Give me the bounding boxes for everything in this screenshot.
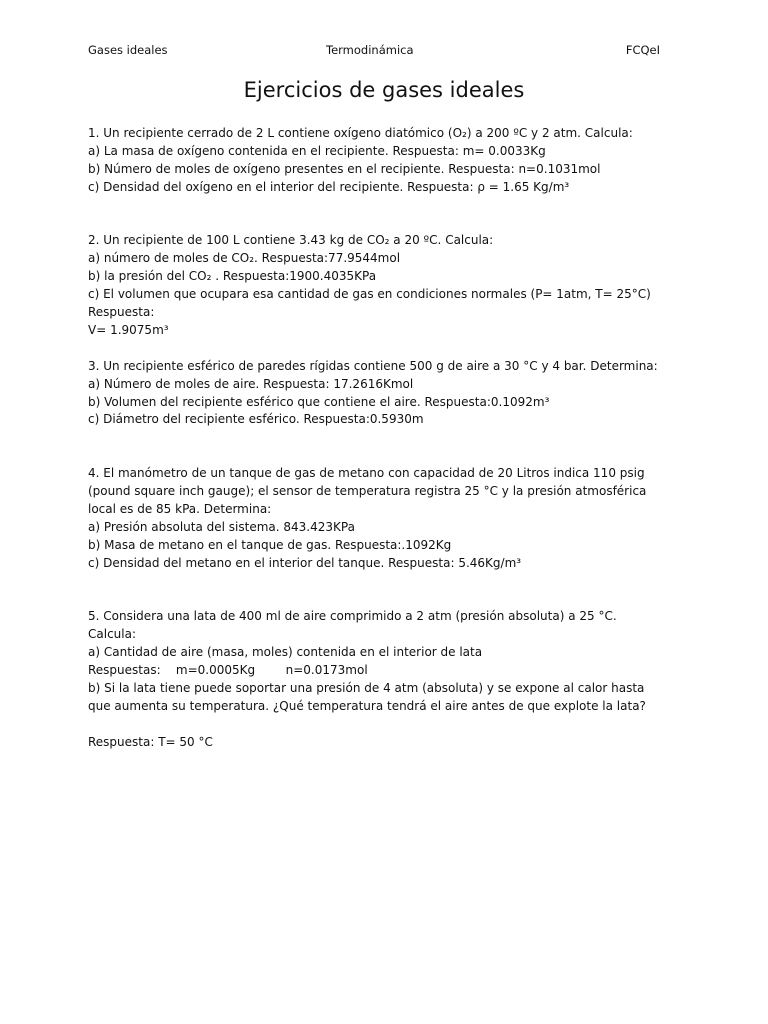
exercise-line: b) la presión del CO₂ . Respuesta:1900.4035KPa [88, 269, 377, 284]
exercise-line: 4. El manómetro de un tanque de gas de metano con capacidad de 20 Litros indica 110 psig [88, 466, 645, 481]
exercise-line: Calcula: [88, 627, 136, 642]
header-right-text: FCQeI [625, 43, 660, 57]
exercise-line: 1. Un recipiente cerrado de 2 L contiene oxígeno diatómico (O₂) a 200 ºC y 2 atm. Calcula: [88, 126, 633, 140]
spacer [88, 197, 688, 233]
exercise-line: a) Cantidad de aire (masa, moles) contenida en el interior de lata [88, 645, 483, 660]
exercise-list [88, 125, 688, 752]
exercise-line: b) Volumen del recipiente esférico que contiene el aire. Respuesta:0.1092m³ [88, 394, 550, 409]
header-left-text: Gases ideales [88, 43, 168, 57]
header-center-text: Termodinámica [326, 43, 414, 57]
exercise-3 [88, 358, 688, 430]
exercise-line: a) La masa de oxígeno contenida en el recipiente. Respuesta: m= 0.0033Kg [88, 143, 546, 158]
exercise-5 [88, 608, 688, 751]
exercise-line: 5. Considera una lata de 400 ml de aire comprimido a 2 atm (presión absoluta) a 25 °C. [88, 609, 617, 624]
exercise-line: 3. Un recipiente esférico de paredes rígidas contiene 500 g de aire a 30 °C y 4 bar. Determina: [88, 358, 658, 373]
exercise-4 [88, 465, 688, 572]
exercise-line: c) Densidad del oxígeno en el interior del recipiente. Respuesta: ρ = 1.65 Kg/m³ [88, 179, 570, 194]
exercise-line: c) Diámetro del recipiente esférico. Respuesta:0.5930m [88, 412, 424, 427]
blank-line [88, 716, 688, 734]
exercise-line: c) El volumen que ocupara esa cantidad de gas en condiciones normales (P= 1atm, T= 25°C) [88, 287, 651, 302]
exercise-line: a) número de moles de CO₂. Respuesta:77.9544mol [88, 251, 401, 266]
exercise-line: 2. Un recipiente de 100 L contiene 3.43 kg de CO₂ a 20 ºC. Calcula: [88, 233, 494, 248]
exercise-line: c) Densidad del metano en el interior del tanque. Respuesta: 5.46Kg/m³ [88, 555, 522, 570]
exercise-1 [88, 125, 688, 197]
exercise-line: a) Número de moles de aire. Respuesta: 17.2616Kmol [88, 376, 414, 391]
exercise-line: b) Si la lata tiene puede soportar una presión de 4 atm (absoluta) y se expone al calor hasta [88, 681, 645, 696]
exercise-line: Respuestas: m=0.0005Kg n=0.0173mol [88, 663, 368, 678]
exercise-line: local es de 85 kPa. Determina: [88, 501, 272, 516]
exercise-line: b) Masa de metano en el tanque de gas. Respuesta:.1092Kg [88, 537, 452, 552]
exercise-line: V= 1.9075m³ [88, 322, 169, 337]
spacer [88, 340, 688, 358]
exercise-line: (pound square inch gauge); el sensor de temperatura registra 25 °C y la presión atmosférica [88, 484, 647, 499]
exercise-line: Respuesta: [88, 305, 155, 320]
exercise-line: que aumenta su temperatura. ¿Qué temperatura tendrá el aire antes de que explote la lata? [88, 698, 646, 713]
spacer [88, 429, 688, 465]
page-header [88, 43, 660, 59]
exercise-line: a) Presión absoluta del sistema. 843.423KPa [88, 519, 355, 534]
exercise-line: b) Número de moles de oxígeno presentes en el recipiente. Respuesta: n=0.1031mol [88, 161, 601, 176]
spacer [88, 573, 688, 609]
page-title: Ejercicios de gases ideales [243, 78, 525, 102]
exercise-2 [88, 232, 688, 339]
exercise-line: Respuesta: T= 50 °C [88, 734, 213, 749]
